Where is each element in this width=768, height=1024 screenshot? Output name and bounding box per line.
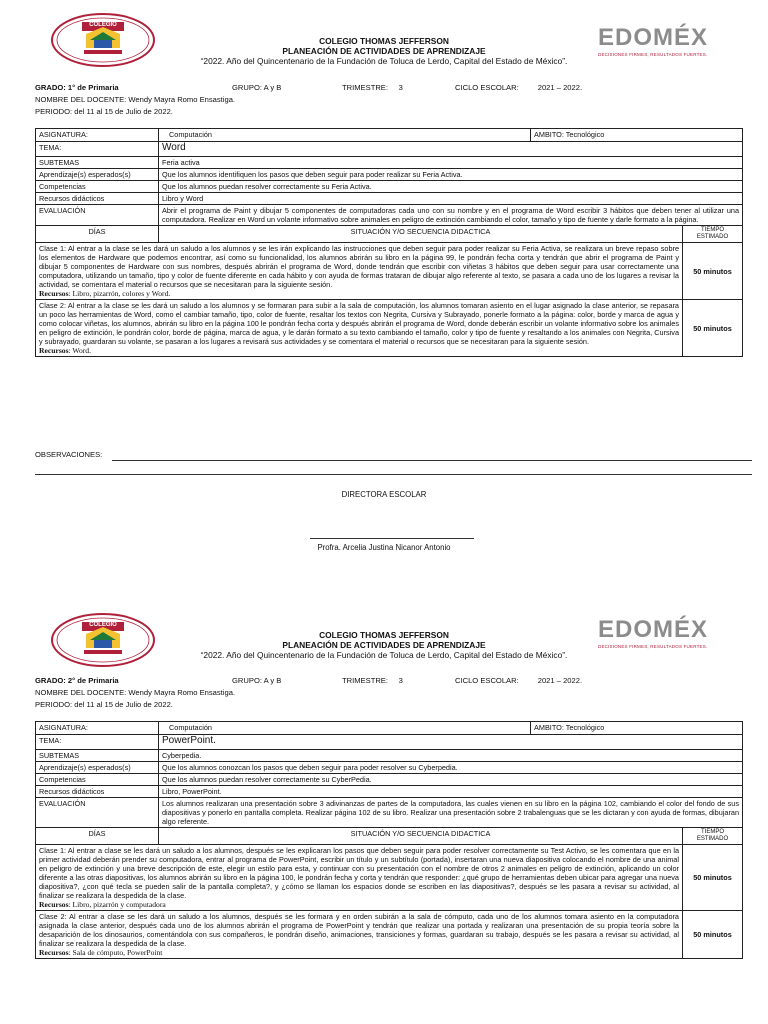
clase-1-recursos-label: Recursos (39, 289, 69, 298)
asignatura-label: ASIGNATURA: (36, 722, 159, 735)
ambito (531, 129, 743, 142)
school-name: COLEGIO THOMAS JEFFERSON (319, 36, 449, 46)
edomex-tagline: DECISIONES FIRMES, RESULTADOS FUERTES. (598, 644, 708, 649)
subtemas-label: SUBTEMAS (36, 750, 159, 762)
subtemas-label: SUBTEMAS (36, 157, 159, 169)
clase-1-recursos-value: : Libro, pizarrón y computadora (68, 900, 166, 909)
ambito (531, 722, 743, 735)
aprendizajes-label: Aprendizaje(s) esperados(s) (36, 762, 159, 774)
clase-1-text: Clase 1: Al entrar a clase se les dará un saludo a los alumnos, después se les explicaran los pasos que deben seguir para poder resolver correctamente su Test Activo, se les comentara que en la primer actividad deberán prender su computadora, entrar al programa de PowerPoint, escribir un título y un subtítulo (portada), insertaran una nueva diapositiva colocando el nombre de una animal en peligro de extinción y una breve descripción de este, elegir un estilo para esta, y continuar con su presentación con el nombre de otros 2 animales en peligro de extinción, aplicando un color diferente a las otras diapositivas, los alumnos abrirán su libro en la página 100, le pondrán fecha y corta y tendrán que responder: ¿qué grupo de herramientas deben ubicar para agregar una nueva diapositiva?, ¿con qué tecla se pueden salir de la pantalla completa?, y ¿cómo se llaman los espacios donde se escriben en las diapositivas?, después se les pasara a revisar su actividad, al finalizar se realizara la despedida de la clase. (39, 846, 679, 900)
periodo: PERIODO: del 11 al 15 de Julio de 2022. (35, 700, 173, 709)
tema-value: Word (159, 142, 743, 157)
evaluacion-label: EVALUACIÓN (36, 205, 159, 226)
directora-name: Profra. Arcelia Justina Nicanor Antonio (317, 543, 451, 552)
header-block (0, 36, 768, 66)
clase-row (36, 300, 743, 357)
clase-1-tiempo: 50 minutos (683, 243, 743, 300)
dias-label: DÍAS (36, 828, 159, 845)
docente: NOMBRE DEL DOCENTE: Wendy Mayra Romo Ensastiga. (35, 688, 236, 697)
ambito-label: AMBITO: (534, 723, 564, 732)
trimestre-label: TRIMESTRE: (342, 676, 388, 685)
recursos-value: Libro y Word (159, 193, 743, 205)
dias-label: DÍAS (36, 226, 159, 243)
year-motto: “2022. Año del Quincentenario de la Fundación de Toluca de Lerdo, Capital del Estado de México”. (200, 56, 568, 66)
clase-1-text: Clase 1: Al entrar a la clase se les dará un saludo a los alumnos y se les irán explicando las instrucciones que deben seguir para poder realizar su Feria Activa, se realizara un breve repaso sobre los elementos de Hardware que podemos encontrar, así como su funcionalidad, los alumnos abrirán su libro en la página 99, le pondrán fecha corta y tendrán que abrir el programa de Paint y dibujar 5 componentes de Hardware con sus nombres, después abrirán el programa de Word, donde tendrán que escribir con viñetas 3 hábitos que deben seguir para usar correctamente una computadora, utilizando un tamaño, tipo y color de fuente diferente en cada hábito y con ayuda de formas trataran de dibujar algo referente al texto, se pasara a cada uno de los lugares a revisar la actividad, se comentara el material o recursos que se necesitaran para la siguiente sesión. (39, 244, 679, 289)
plan-page-2 (0, 600, 768, 1024)
aprendizajes-value: Que los alumnos conozcan los pasos que deben seguir para poder resolver su Cyberpedia. (159, 762, 743, 774)
plan-title: PLANEACIÓN DE ACTIVIDADES DE APRENDIZAJE (282, 46, 486, 56)
grado-label: GRADO: (35, 676, 66, 685)
school-name: COLEGIO THOMAS JEFFERSON (319, 630, 449, 640)
evaluacion-label: EVALUACIÓN (36, 798, 159, 828)
situacion-label: SITUACIÓN Y/O SECUENCIA DIDACTICA (159, 828, 683, 845)
tiempo-label: TIEMPO ESTIMADO (683, 226, 743, 243)
tema-label: TEMA: (36, 735, 159, 750)
docente: NOMBRE DEL DOCENTE: Wendy Mayra Romo Ensastiga. (35, 95, 236, 104)
trimestre-value: 3 (398, 83, 403, 92)
directora-label: DIRECTORA ESCOLAR (341, 490, 427, 499)
grado (35, 676, 119, 686)
clase-2-recursos (39, 948, 679, 957)
tiempo-label: TIEMPO ESTIMADO (683, 828, 743, 845)
clase-2 (36, 911, 683, 959)
subtemas-value: Feria activa (159, 157, 743, 169)
trimestre (342, 676, 403, 686)
asignatura-value: Computación (159, 722, 531, 735)
edomex-tagline: DECISIONES FIRMES, RESULTADOS FUERTES. (598, 52, 708, 57)
clase-1 (36, 243, 683, 300)
trimestre-label: TRIMESTRE: (342, 83, 388, 92)
ciclo-escolar (455, 676, 582, 686)
ciclo-label: CICLO ESCOLAR: (455, 676, 519, 685)
plan-table (35, 128, 743, 357)
evaluacion-value: Abrir el programa de Paint y dibujar 5 componentes de computadoras cada uno con su nombre y en el programa de Word escribir 3 hábitos que deben tener al utilizar una computadora. Realizar en Word un volante informativo sobre animales en peligro de extinción cambiando el color, tamaño y tipo de fuente y darle formato a la página. (159, 205, 743, 226)
clase-1-recursos-label: Recursos (39, 900, 69, 909)
clase-2-recursos (39, 346, 679, 355)
grado-value: 1° de Primaria (67, 83, 119, 92)
ambito-value: Tecnológico (565, 723, 605, 732)
grado (35, 83, 119, 93)
observaciones-line-2 (35, 474, 752, 475)
competencias-value: Que los alumnos puedan resolver correctamente su CyberPedia. (159, 774, 743, 786)
aprendizajes-label: Aprendizaje(s) esperados(s) (36, 169, 159, 181)
clase-2-recursos-label: Recursos (39, 346, 69, 355)
ciclo-label: CICLO ESCOLAR: (455, 83, 519, 92)
asignatura-label: ASIGNATURA: (36, 129, 159, 142)
clase-1-tiempo: 50 minutos (683, 845, 743, 911)
edomex-logo-text: EDOMÉX (598, 616, 709, 643)
school-logo-text: COLEGIO (89, 622, 117, 628)
header-block (0, 630, 768, 660)
school-logo-text: COLEGIO (89, 22, 117, 28)
clase-row (36, 911, 743, 959)
clase-2 (36, 300, 683, 357)
signature-line (310, 538, 474, 539)
grupo: GRUPO: A y B (232, 83, 282, 92)
ciclo-escolar (455, 83, 582, 93)
clase-2-recursos-value: : Word. (68, 346, 91, 355)
grupo: GRUPO: A y B (232, 676, 282, 685)
grado-value: 2° de Primaria (67, 676, 119, 685)
year-motto: “2022. Año del Quincentenario de la Fundación de Toluca de Lerdo, Capital del Estado de México”. (200, 650, 568, 660)
evaluacion-value: Los alumnos realizaran una presentación sobre 3 adivinanzas de partes de la computadora, las cuales vienen en su libro en la página 102, cambiando el color del fondo de sus diapositivas y ponerlo en pantalla completa. Realizar página 102 de su libro. Realizar una presentación sobre 2 trabalenguas que se les dictaran y con ayuda de formas, dibujaran algo referente. (159, 798, 743, 828)
situacion-label: SITUACIÓN Y/O SECUENCIA DIDACTICA (159, 226, 683, 243)
asignatura-value: Computación (159, 129, 531, 142)
clase-2-tiempo: 50 minutos (683, 300, 743, 357)
competencias-label: Competencias (36, 774, 159, 786)
recursos-value: Libro, PowerPoint. (159, 786, 743, 798)
subtemas-value: Cyberpedia. (159, 750, 743, 762)
ciclo-value: 2021 – 2022. (537, 83, 583, 92)
plan-title: PLANEACIÓN DE ACTIVIDADES DE APRENDIZAJE (282, 640, 486, 650)
clase-1-recursos (39, 289, 679, 298)
observaciones-label: OBSERVACIONES: (35, 450, 103, 459)
clase-1-recursos-value: : Libro, pizarrón, colores y Word. (68, 289, 171, 298)
clase-2-tiempo: 50 minutos (683, 911, 743, 959)
ambito-label: AMBITO: (534, 130, 564, 139)
clase-1-recursos (39, 900, 679, 909)
clase-2-recursos-value: : Sala de cómputo, PowerPoint (68, 948, 163, 957)
periodo: PERIODO: del 11 al 15 de Julio de 2022. (35, 107, 173, 116)
recursos-label: Recursos didácticos (36, 193, 159, 205)
observaciones-line (112, 460, 752, 461)
tema-label: TEMA: (36, 142, 159, 157)
trimestre-value: 3 (398, 676, 403, 685)
competencias-value: Que los alumnos puedan resolver correctamente su Feria Activa. (159, 181, 743, 193)
clase-2-text: Clase 2: Al entrar a la clase se les dará un saludo a los alumnos y se formaran para subir a la sala de computación, los alumnos tomaran asiento en el lugar asignado la clase anterior, se repasara un poco las herramientas de Word, como el cambiar tamaño, tipo, color de fuente, resaltar los textos con Negrita, Cursiva y Subrayado, ponerle formato a la página: color, borde y marca de agua y como colocar viñetas, los alumnos, abrirán su libro en la página 100 le pondrán fecha corta y después abrirán el programa de Word, donde deberán escribir un volante informativo sobre los animales en peligro de extinción, le pondrán color, borde de página, marca de agua, y le darán formato a su texto cambiando el tamaño, color y tipo de fuente y resaltando a los animales con Negrita, Cursiva y subrayado, guardaran su volante, se pasaran a los lugares a revisará sus actividades y se comentara el material o recursos que se necesitaran para la siguiente sesión. (39, 301, 679, 346)
observaciones (35, 450, 751, 459)
clase-row (36, 845, 743, 911)
trimestre (342, 83, 403, 93)
clase-row (36, 243, 743, 300)
tema-value: PowerPoint. (159, 735, 743, 750)
ambito-value: Tecnológico (565, 130, 605, 139)
competencias-label: Competencias (36, 181, 159, 193)
clase-2-text: Clase 2: Al entrar a clase se les dará un saludo a los alumnos, después se les formara y en orden subirán a la sala de cómputo, cada uno de los alumnos tomara asiento en la computadora asignada la clase anterior, después cada uno de los alumnos abrirán el programa de PowerPoint y tendrán que realizar una portada y realizaran una presentación de su propia teoría sobre la desaparición de los dinosaurios, comentándola con sus compañeros, le pondrán diseño, animaciones, transiciones y formas, guardaran su trabajo, después se les pasara a revisar su actividad, al finalizar se realizara la despedida de la clase. (39, 912, 679, 948)
grado-label: GRADO: (35, 83, 66, 92)
clase-1 (36, 845, 683, 911)
clase-2-recursos-label: Recursos (39, 948, 69, 957)
aprendizajes-value: Que los alumnos identifiquen los pasos que deben seguir para poder realizar su Feria Activa. (159, 169, 743, 181)
recursos-label: Recursos didácticos (36, 786, 159, 798)
edomex-logo-text: EDOMÉX (598, 24, 709, 51)
ciclo-value: 2021 – 2022. (537, 676, 583, 685)
plan-table (35, 721, 743, 959)
